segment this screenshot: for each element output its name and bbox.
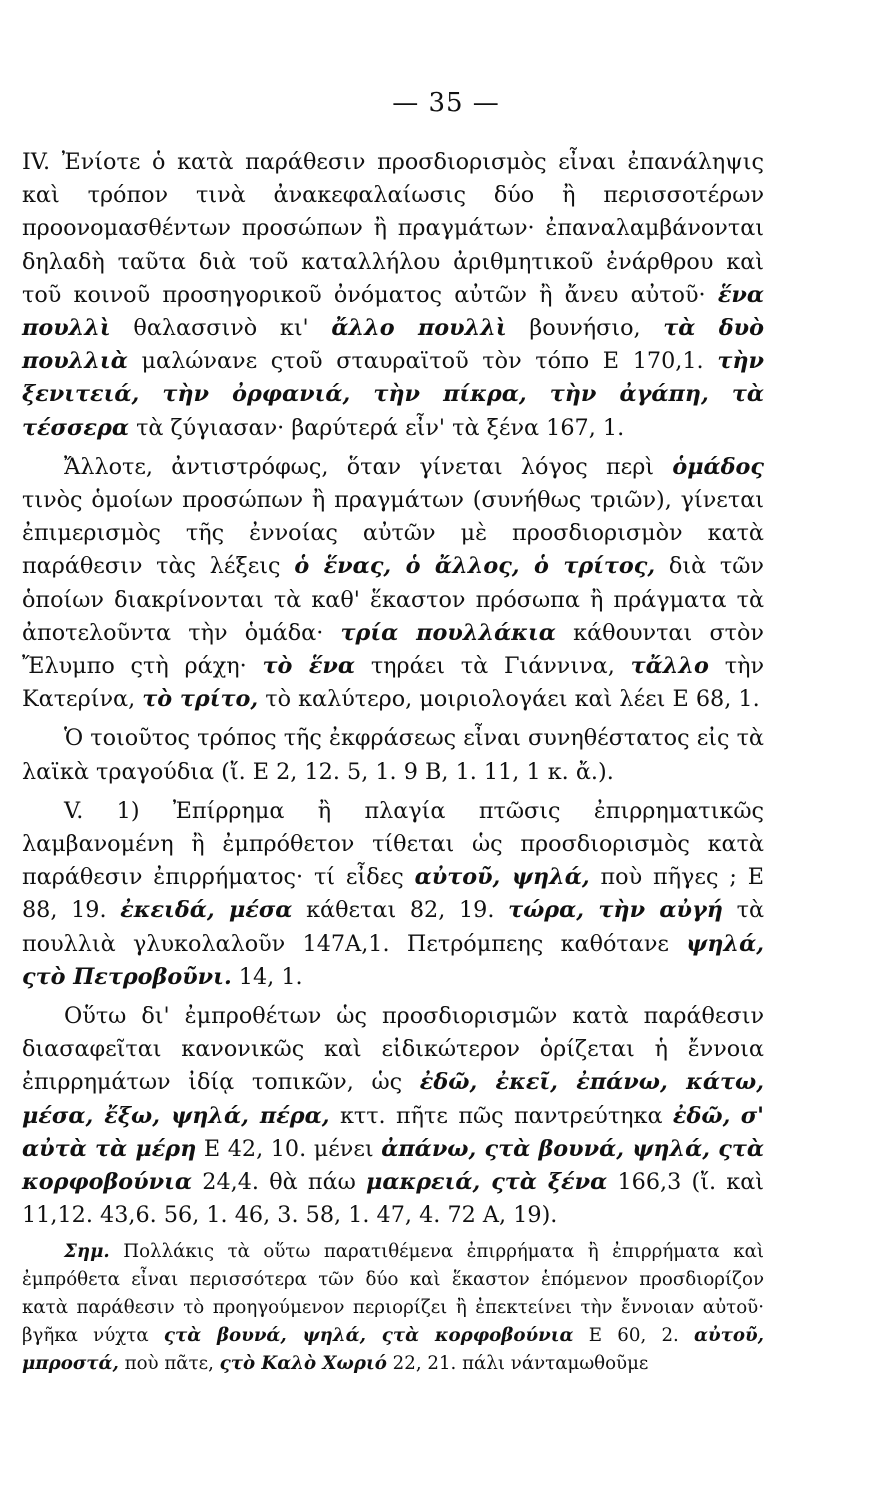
emphasis-text: τἄλλο xyxy=(630,653,709,680)
emphasis-text: αὐτοῦ, μπροστά, xyxy=(22,1325,764,1374)
emphasis-text: ἀπάνω, ςτὰ βουνά, ψηλά, ςτὰ κορφοβούνια xyxy=(22,1135,764,1196)
emphasis-text: σ' αὐτὰ τὰ μέρη xyxy=(22,1102,765,1162)
paragraph-p5 xyxy=(22,1000,764,1232)
text-run: κττ. πῆτε πῶς παντρεύτηκα xyxy=(329,1102,673,1129)
paragraph-p4 xyxy=(22,795,764,994)
note-label: Σημ. xyxy=(64,1241,110,1262)
emphasis-text: ὁμάδος xyxy=(672,453,764,480)
emphasis-text: ἐκειδά, μέσα xyxy=(120,897,293,924)
emphasis-text: ψηλά, ςτὸ Πετροβοῦνι. xyxy=(22,930,764,990)
text-run: Ε 60, 2. xyxy=(573,1325,695,1346)
text-run: Ὁ τοιοῦτος τρόπος τῆς ἐκφράσεως εἶναι συνηθέστατος εἰς τὰ λαϊκὰ τραγούδια (ἴ. Ε 2, 12. 5, 1. 9 Β, 1. 11, 1 κ. ἄ.). xyxy=(22,725,764,785)
emphasis-text: τὸ τρίτο, xyxy=(142,686,259,713)
text-run: κάθουνται στὸν Ἔλυμπο ςτὴ ράχη· xyxy=(22,619,764,680)
page-number: — 35 — xyxy=(392,88,500,118)
text-run: Ἄλλοτε, ἀντιστρόφως, ὅταν γίνεται λόγος περὶ xyxy=(64,453,673,480)
text-run: τὰ ζύγιασαν· βαρύτερά εἶν' τὰ ξένα 167, 1. xyxy=(128,414,625,441)
emphasis-text: τὰ δυὸ πουλλιὰ xyxy=(22,315,765,375)
text-run: Ε 42, 10. μένει xyxy=(196,1135,382,1162)
text-run: Οὕτω δι' ἐμπροθέτων ὡς προσδιορισμῶν κατὰ παράθεσιν διασαφεῖται κανονικῶς καὶ εἰδικώτερον ὁρίζεται ἡ ἔννοια ἐπιρρημάτων ἰδίᾳ τοπικῶν, ὡς xyxy=(22,1003,764,1096)
text-run: τινὸς ὁμοίων προσώπων ἢ πραγμάτων (συνήθως τριῶν), γίνεται ἐπιμερισμὸς τῆς ἐννοίας αὐτῶν μὲ προσδιορισμὸν κατὰ παράθεσιν τὰς λέξεις xyxy=(22,487,764,580)
paragraph-p3 xyxy=(22,722,764,788)
text-run: θαλασσινὸ κι' xyxy=(110,315,332,342)
emphasis-text: τώρα, τὴν αὐγή xyxy=(508,897,723,924)
emphasis-text: τρία πουλλάκια xyxy=(340,619,556,646)
emphasis-text: τὸ ἕνα xyxy=(262,653,356,680)
text-run: κάθεται 82, 19. xyxy=(292,897,509,924)
text-run: ποὺ πῆγες ; Ε 88, 19. xyxy=(22,864,764,924)
emphasis-text: μακρειά, ςτὰ ξένα xyxy=(366,1169,608,1196)
emphasis-text: τὴν ξενιτειά, τὴν ὀρφανιά, τὴν πίκρα, τὴν ἀγάπη, τὰ τέσσερα xyxy=(22,348,764,441)
text-run: τηράει τὰ Γιάννινα, xyxy=(355,653,631,680)
text-run: βουνήσιο, xyxy=(506,315,664,342)
text-run: ποὺ πᾶτε, xyxy=(118,1353,220,1374)
emphasis-text: ἐδῶ, xyxy=(672,1102,731,1129)
paragraph-p2 xyxy=(22,451,764,717)
text-run: τὸ καλύτερο, μοιριολογάει καὶ λέει Ε 68, 1. xyxy=(258,686,760,713)
emphasis-text: ἕνα πουλλὶ xyxy=(22,281,764,342)
paragraph-p1 xyxy=(22,146,764,445)
emphasis-text: ἐδῶ, ἐκεῖ, ἐπάνω, κάτω, μέσα, ἔξω, ψηλά, πέρα, xyxy=(22,1069,764,1129)
text-run: V. 1) Ἐπίρρημα ἢ πλαγία πτῶσις ἐπιρρηματικῶς λαμβανομένη ἢ ἐμπρόθετον τίθεται ὡς προσδιορισμὸς κατὰ παράθεσιν ἐπιρρήματος· τί εἶδες xyxy=(22,797,764,891)
text-run: IV. Ἐνίοτε ὁ κατὰ παράθεσιν προσδιορισμὸς εἶναι ἐπανάληψις καὶ τρόπον τινὰ ἀνακεφαλαίωσις δύο ἢ περισσοτέρων προονομασθέντων προσώπων ἢ πραγμάτων· ἐπαναλαμβάνονται δηλαδὴ ταῦτα διὰ τοῦ καταλλήλου ἀριθμητικοῦ ἐνάρθρου καὶ τοῦ κοινοῦ προσηγορικοῦ ὀνόματος αὐτῶν ἢ ἄνευ αὐτοῦ· xyxy=(22,149,764,308)
emphasis-text: ὁ ἕνας, ὁ ἄλλος, ὁ τρίτος, xyxy=(294,553,656,580)
text-run: τὰ πουλλιὰ γλυκολαλοῦν 147Α,1. Πετρόμπεης καθότανε xyxy=(22,897,765,957)
note-paragraph xyxy=(22,1238,764,1378)
text-run: διὰ τῶν ὁποίων διακρίνονται τὰ καθ' ἕκαστον πρόσωπα ἢ πράγματα τὰ ἀποτελοῦντα τὴν ὁμάδα· xyxy=(22,553,764,646)
emphasis-text: αὐτοῦ, ψηλά, xyxy=(414,864,590,891)
emphasis-text: ἄλλο πουλλὶ xyxy=(331,315,507,342)
text-run: μαλώνανε ςτοῦ σταυραϊτοῦ τὸν τόπο Ε 170,1. xyxy=(127,348,718,375)
emphasis-text: ςτὸ Καλὸ Χωριό xyxy=(219,1353,387,1374)
footnote xyxy=(22,1238,764,1378)
emphasis-text: ςτὰ βουνά, ψηλά, ςτὰ κορφοβούνια xyxy=(163,1325,574,1346)
text-run: Πολλάκις τὰ οὕτω παρατιθέμενα ἐπιρρήματα ἢ ἐπιρρήματα καὶ ἐμπρόθετα εἶναι περισσότερα τῶν δύο καὶ ἕκαστον ἑπόμενον προσδιορίζον κατὰ παράθεσιν τὸ προηγούμενον περιορίζει ἢ ἐπεκτείνει τὴν ἔννοιαν αὐτοῦ· βγῆκα νύχτα xyxy=(22,1241,764,1346)
text-run xyxy=(730,1103,740,1129)
text-run: 166,3 (ἴ. καὶ 11,12. 43,6. 56, 1. 46, 3. 58, 1. 47, 4. 72 Α, 19). xyxy=(22,1169,764,1229)
main-text xyxy=(22,146,764,1239)
text-run: 24,4. θὰ πάω xyxy=(192,1169,367,1196)
text-run: 22, 21. πάλι νάνταμωθοῦμε xyxy=(386,1353,649,1374)
text-run: 14, 1. xyxy=(231,963,303,990)
text-run: τὴν Κατερίνα, xyxy=(22,653,764,713)
